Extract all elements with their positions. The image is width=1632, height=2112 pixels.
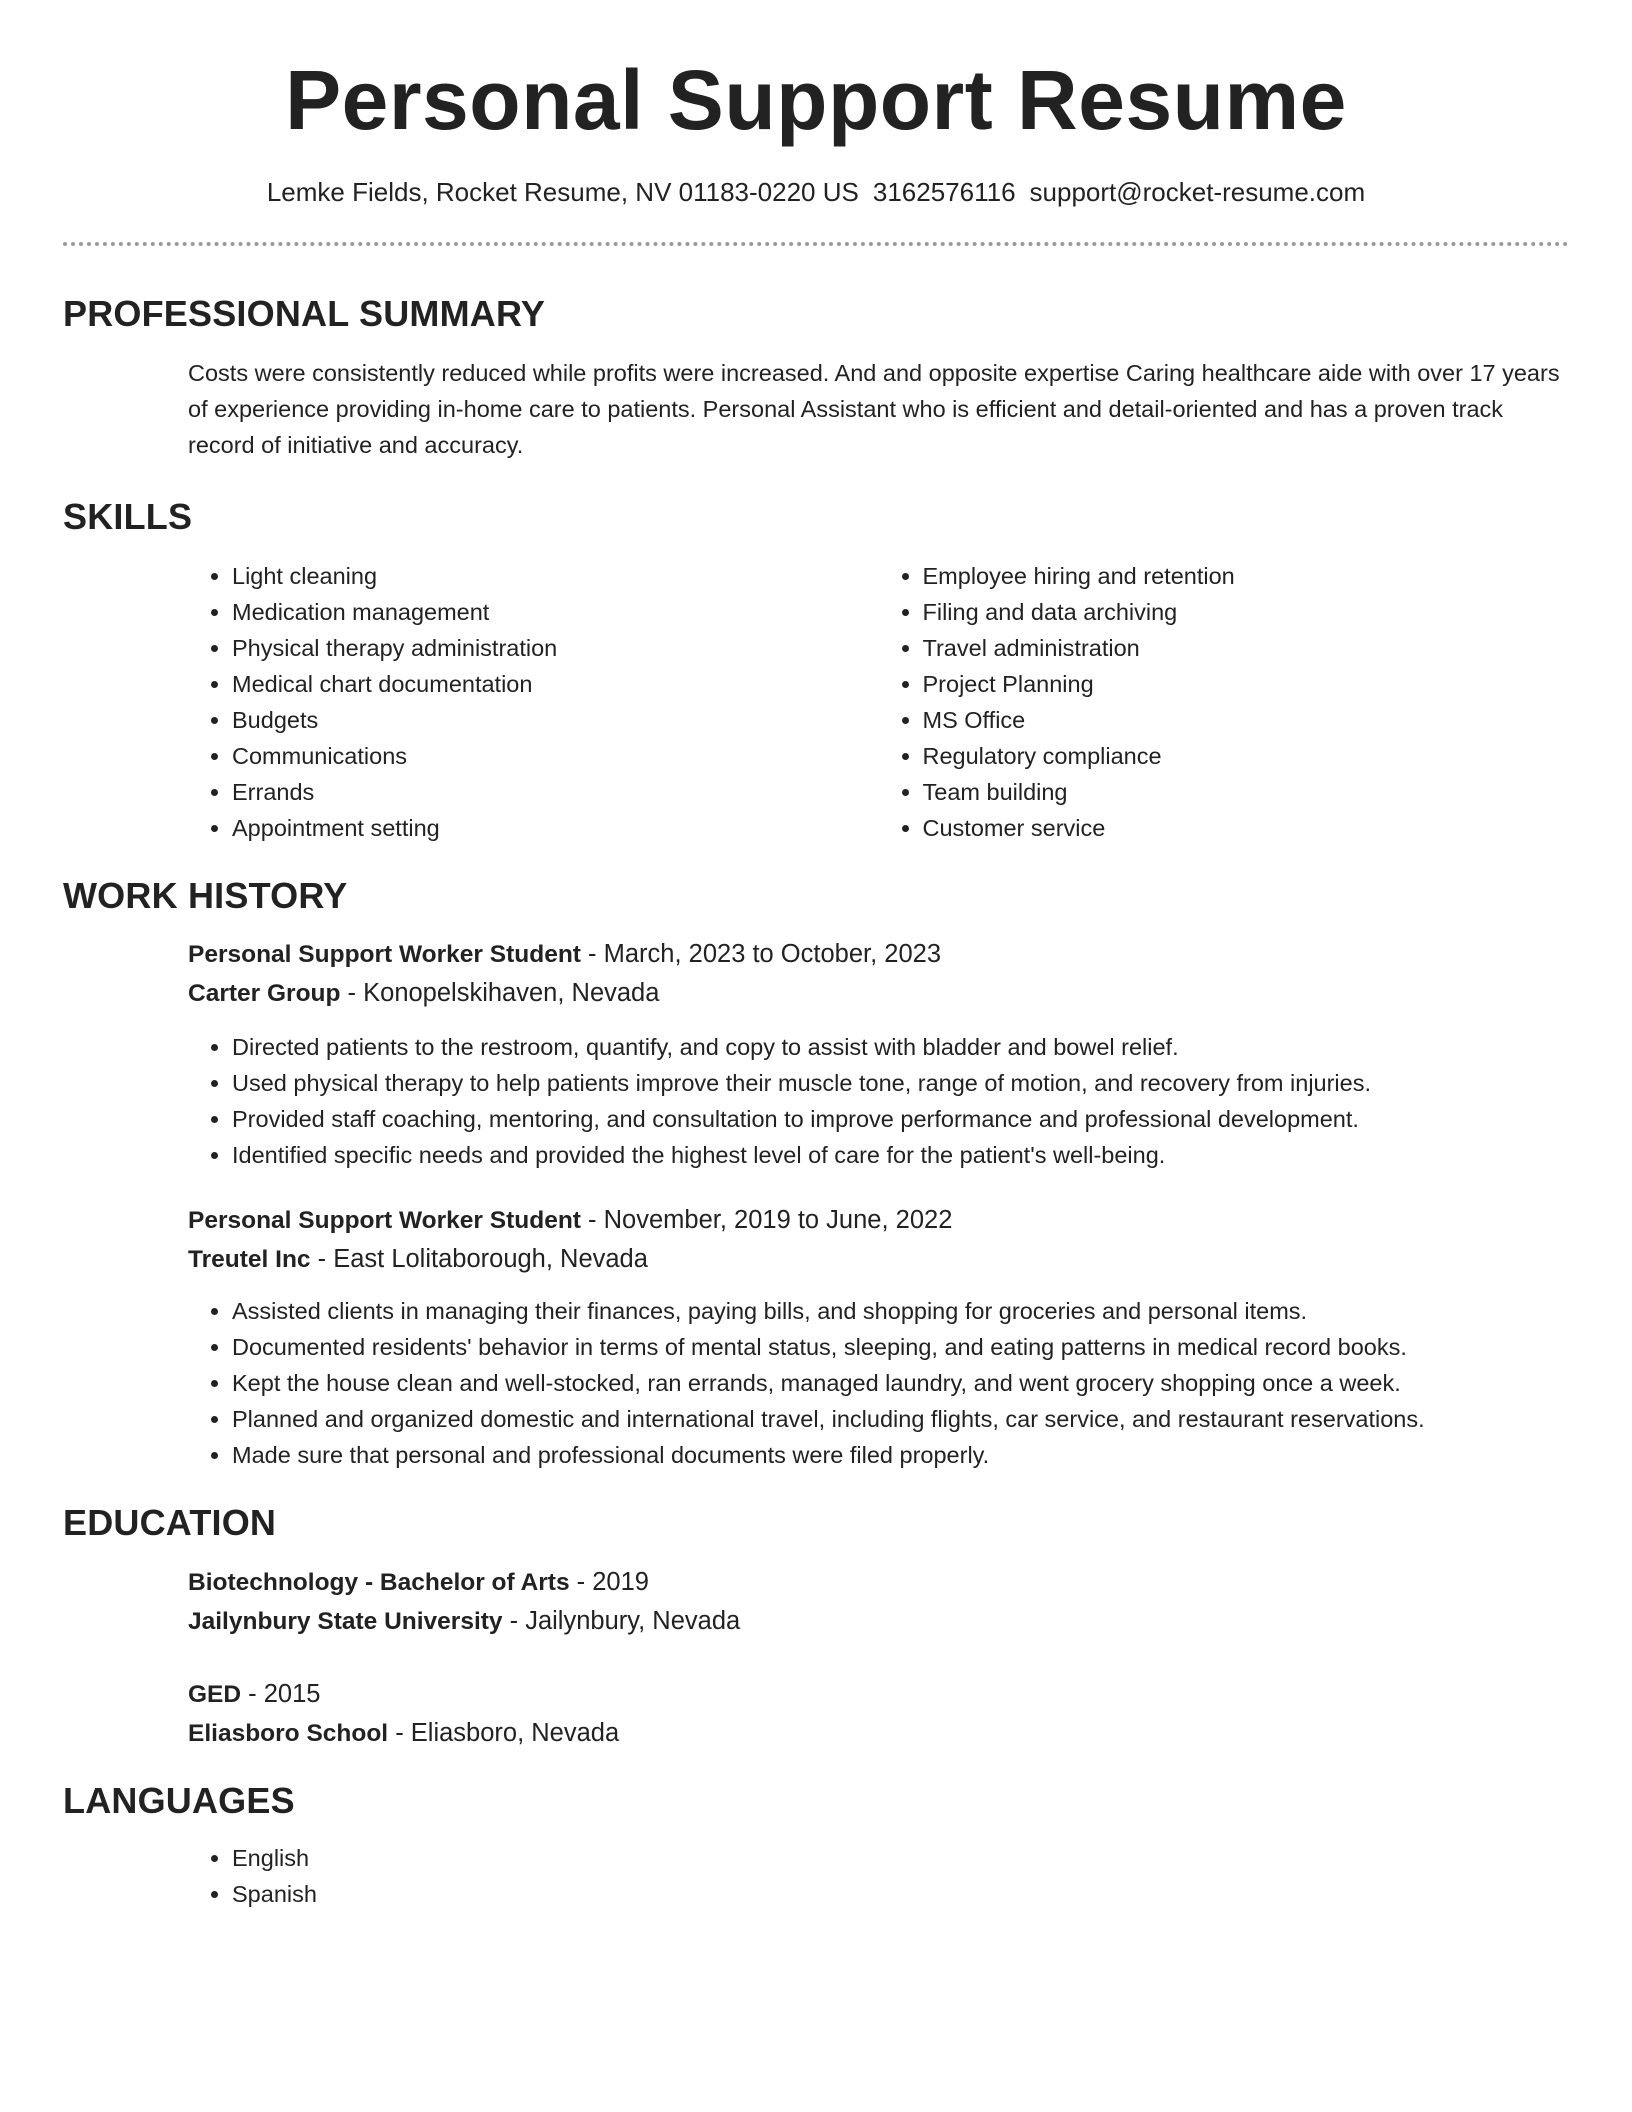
- work-history-section: [63, 935, 1569, 1473]
- job-duty: • Identified specific needs and provided the highest level of care for the patient's well-being.: [232, 1137, 1569, 1173]
- language-item: • Spanish: [232, 1876, 1569, 1912]
- school-line: [188, 1602, 1569, 1641]
- degree: GED: [188, 1680, 242, 1708]
- work-history-heading: WORK HISTORY: [63, 875, 348, 917]
- job-duty: • Used physical therapy to help patients improve their muscle tone, range of motion, and recovery from injuries.: [232, 1065, 1569, 1101]
- school-name: Eliasboro School: [188, 1719, 389, 1747]
- skills-heading: SKILLS: [63, 495, 193, 537]
- language-item: • English: [232, 1840, 1569, 1876]
- job-company: Treutel Inc: [188, 1246, 311, 1274]
- education-entry: [188, 1563, 1569, 1641]
- job-title: Personal Support Worker Student: [188, 1207, 581, 1235]
- skill-item: • Medical chart documentation: [232, 666, 879, 702]
- contact-email: support@rocket-resume.com: [1029, 176, 1366, 207]
- job-title-line: [188, 935, 1569, 974]
- job-duty: • Planned and organized domestic and international travel, including flights, car service, and restaurant reservations.: [232, 1401, 1569, 1437]
- skill-item: • Light cleaning: [232, 558, 879, 594]
- skill-item: • MS Office: [923, 702, 1570, 738]
- skill-item: • Project Planning: [923, 666, 1570, 702]
- skill-item: • Regulatory compliance: [923, 738, 1570, 774]
- job-company-line: [188, 974, 1569, 1013]
- skill-item: • Physical therapy administration: [232, 630, 879, 666]
- job-duty: • Assisted clients in managing their finances, paying bills, and shopping for groceries and personal items.: [232, 1293, 1569, 1329]
- skill-item: • Medication management: [232, 594, 879, 630]
- job-dates: - March, 2023 to October, 2023: [580, 940, 942, 969]
- job-entry: [188, 935, 1569, 1173]
- summary-heading: PROFESSIONAL SUMMARY: [63, 292, 546, 334]
- school-line: [188, 1714, 1569, 1753]
- job-company: Carter Group: [188, 980, 341, 1008]
- degree: Biotechnology - Bachelor of Arts: [188, 1568, 570, 1596]
- languages-heading: LANGUAGES: [63, 1779, 295, 1821]
- graduation-year: - 2019: [569, 1567, 649, 1596]
- skill-item: • Travel administration: [923, 630, 1570, 666]
- school-name: Jailynbury State University: [188, 1607, 503, 1635]
- job-location: - East Lolitaborough, Nevada: [310, 1245, 648, 1274]
- skill-item: • Budgets: [232, 702, 879, 738]
- contact-address: Lemke Fields, Rocket Resume, NV 01183-0220 US: [266, 176, 859, 207]
- job-duty: • Directed patients to the restroom, quantify, and copy to assist with bladder and bowel relief.: [232, 1029, 1569, 1065]
- job-location: - Konopelskihaven, Nevada: [340, 979, 660, 1008]
- education-heading: EDUCATION: [63, 1502, 277, 1544]
- skill-item: • Customer service: [923, 810, 1570, 846]
- job-title-line: [188, 1201, 1569, 1240]
- job-company-line: [188, 1240, 1569, 1279]
- header-divider: [63, 242, 1569, 246]
- degree-line: [188, 1563, 1569, 1602]
- skill-item: • Employee hiring and retention: [923, 558, 1570, 594]
- skills-list-left: [188, 558, 879, 846]
- job-duty: • Provided staff coaching, mentoring, and consultation to improve performance and professional development.: [232, 1101, 1569, 1137]
- education-section: [63, 1563, 1569, 1753]
- summary-section: [63, 355, 1569, 463]
- contact-phone: 3162576116: [872, 176, 1016, 207]
- languages-list: [188, 1840, 1569, 1912]
- school-location: - Jailynbury, Nevada: [502, 1606, 741, 1635]
- skill-item: • Communications: [232, 738, 879, 774]
- job-dates: - November, 2019 to June, 2022: [580, 1206, 953, 1235]
- contact-line: [63, 177, 1569, 208]
- job-duties: [188, 1293, 1569, 1473]
- job-duty: • Made sure that personal and professional documents were filed properly.: [232, 1437, 1569, 1473]
- skill-item: • Filing and data archiving: [923, 594, 1570, 630]
- job-duty: • Documented residents' behavior in terms of mental status, sleeping, and eating patterns in medical record books.: [232, 1329, 1569, 1365]
- education-entry: [188, 1675, 1569, 1753]
- job-entry: [188, 1201, 1569, 1473]
- skill-item: • Appointment setting: [232, 810, 879, 846]
- summary-text: Costs were consistently reduced while profits were increased. And and opposite expertise Caring healthcare aide with over 17 years of experience providing in-home care to patients. Personal Assistant who is efficient and detail-oriented and has a proven track record of initiative and accuracy.: [188, 359, 1560, 458]
- skill-item: • Errands: [232, 774, 879, 810]
- degree-line: [188, 1675, 1569, 1714]
- skills-section: [63, 558, 1569, 846]
- skills-list-right: [879, 558, 1570, 846]
- languages-section: [63, 1840, 1569, 1912]
- graduation-year: - 2015: [241, 1679, 321, 1708]
- school-location: - Eliasboro, Nevada: [388, 1718, 620, 1747]
- job-title: Personal Support Worker Student: [188, 941, 581, 969]
- job-duties: [188, 1029, 1569, 1173]
- skill-item: • Team building: [923, 774, 1570, 810]
- job-duty: • Kept the house clean and well-stocked, ran errands, managed laundry, and went grocery shopping once a week.: [232, 1365, 1569, 1401]
- resume-title: Personal Support Resume: [285, 53, 1347, 147]
